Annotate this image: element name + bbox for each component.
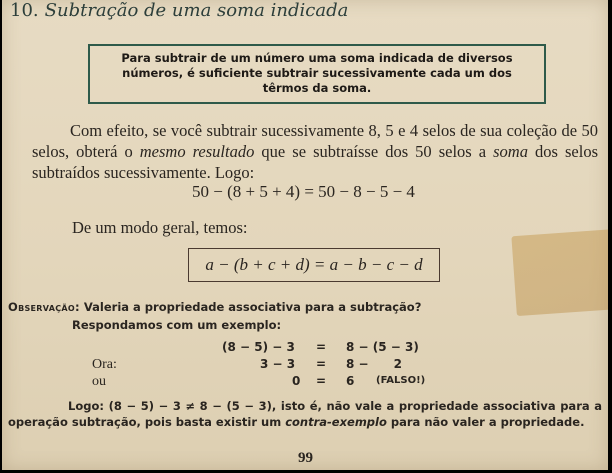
calc-row-2-rhs: 8 − 2 <box>346 357 402 371</box>
rule-text: Para subtrair de um número uma soma indicada de diversos números, é suficiente subtrair sucessivamente cada um dos têrmos da soma. <box>121 51 513 95</box>
conclusion-emphasis: contra-exemplo <box>285 415 387 429</box>
section-number: 10. <box>10 0 39 21</box>
general-formula: a − (b + c + d) = a − b − c − d <box>205 255 423 274</box>
general-intro: De um modo geral, temos: <box>72 218 248 237</box>
conclusion-paragraph <box>8 398 602 430</box>
calc-row-3 <box>2 374 608 390</box>
calc-row-1-rhs: 8 − (5 − 3) <box>346 340 419 354</box>
calc-row-3-note: (FALSO!) <box>376 375 426 386</box>
example-paragraph <box>32 120 598 183</box>
example-emphasis-1: mesmo resultado <box>139 142 255 161</box>
example-text-1: Com efeito, se você subtrair sucessivamente 8, 5 e 4 selos de sua coleção de 50 selos, obterá o <box>32 121 598 161</box>
conclusion-text-2: para não valer a propriedade. <box>386 415 585 429</box>
section-title <box>10 0 348 21</box>
observation-text: Valeria a propriedade associativa para a subtração? <box>79 300 422 314</box>
calc-row-3-label: ou <box>92 374 106 389</box>
reply-text: Respondamos com um exemplo: <box>72 318 282 332</box>
calc-row-2 <box>2 357 608 373</box>
observation <box>8 300 421 314</box>
adhesive-tape-stain <box>511 228 608 316</box>
rule-box <box>88 44 546 104</box>
calc-row-3-rhs: 6 <box>346 374 355 388</box>
observation-label: Observação: <box>8 300 80 314</box>
general-formula-box <box>188 248 440 282</box>
calc-row-2-op: = <box>316 357 327 371</box>
calc-row-1-lhs: (8 − 5) − 3 <box>222 340 295 354</box>
example-equation: 50 − (8 + 5 + 4) = 50 − 8 − 5 − 4 <box>192 182 415 201</box>
calc-row-1-op: = <box>316 340 327 354</box>
conclusion-text-1: Logo: (8 − 5) − 3 ≠ 8 − (5 − 3), isto é, não vale a propriedade associativa para a operação subtração, pois basta existir um <box>8 399 602 429</box>
section-title-text: Subtração de uma soma indicada <box>44 0 349 21</box>
example-text-2: que se subtraísse dos 50 selos a <box>254 142 494 161</box>
page-number: 99 <box>298 450 313 466</box>
calc-row-1 <box>2 340 608 356</box>
example-emphasis-2: soma <box>493 142 528 161</box>
calc-row-3-op: = <box>316 374 327 388</box>
calc-row-3-lhs: 0 <box>292 374 301 388</box>
example-text-3: dos selos subtraídos sucessivamente. Logo: <box>32 142 599 182</box>
book-page <box>2 0 608 470</box>
calc-row-2-lhs: 3 − 3 <box>260 357 296 371</box>
calc-row-2-label: Ora: <box>92 357 117 372</box>
